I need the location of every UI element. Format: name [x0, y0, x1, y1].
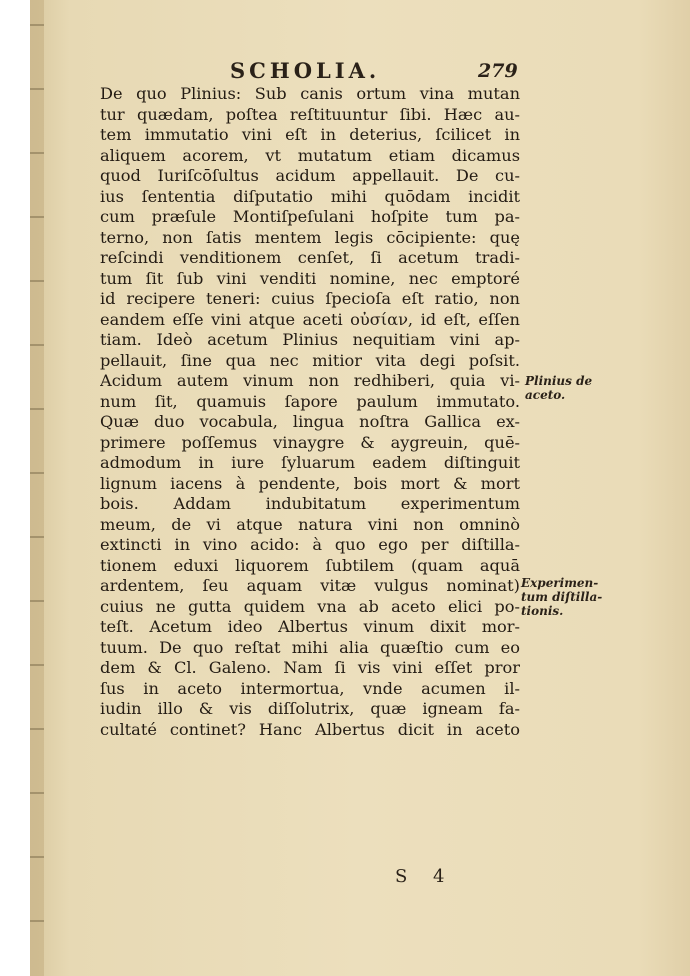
text-line: Quæ duo vocabula, lingua noſtra Gallica ex-	[100, 412, 520, 431]
marginal-note-line: tum diſtilla-	[521, 590, 603, 604]
text-line: bois. Addam indubitatum experimentum	[100, 494, 520, 513]
text-line: tum ſit ſub vini venditi nomine, nec emptoré	[100, 268, 520, 288]
running-head	[30, 58, 690, 84]
marginal-note-pliny	[525, 374, 592, 402]
text-line: meum, de vi atque natura vini non omninò	[100, 514, 520, 534]
text-line: tur quædam, poſtea reſtituuntur ſibi. Hæc au-	[100, 104, 520, 124]
page-gutter-edge	[30, 0, 44, 976]
marginal-note-experiment	[521, 576, 602, 618]
body-text	[100, 84, 520, 740]
text-line: dem & Cl. Galeno. Nam ſi vis vini eſſet pror	[100, 658, 520, 677]
text-line: iudin illo & vis diſſolutrix, quæ igneam fa-	[100, 699, 520, 718]
text-line: reſcindi venditionem cenſet, ſi acetum tradi-	[100, 248, 520, 267]
text-line: teſt. Acetum ideo Albertus vinum dixit mor-	[100, 617, 520, 636]
marginal-note-line: Experimen-	[521, 576, 599, 590]
text-line: cuius ne gutta quidem vna ab aceto elici po-	[100, 596, 520, 616]
marginal-note-line: aceto.	[525, 388, 566, 402]
book-page	[30, 0, 690, 976]
text-line: tem immutatio vini eſt in deterius, ſcilicet in	[100, 125, 520, 144]
text-line: quod Iuriſcōſultus acidum appellauit. De cu-	[100, 166, 520, 185]
text-line: Acidum autem vinum non redhiberi, quia vi-	[100, 371, 520, 390]
text-line: lignum iacens à pendente, bois mort & mort	[100, 473, 520, 493]
text-line: cultaté continet? Hanc Albertus dicit in aceto	[100, 719, 520, 739]
text-line: terno, non ſatis mentem legis cōcipiente: quę	[100, 227, 520, 247]
running-title: SCHOLIA.	[230, 58, 381, 83]
signature-mark: S 4	[395, 866, 455, 887]
marginal-note-line: Plinius de	[525, 374, 593, 388]
text-line: aliquem acorem, vt mutatum etiam dicamus	[100, 145, 520, 165]
text-line: tionem eduxi liquorem ſubtilem (quam aquā	[100, 555, 520, 575]
marginal-note-line: tionis.	[521, 604, 564, 618]
text-line: num ſit, quamuis ſapore paulum immutato.	[100, 391, 520, 411]
page-number: 279	[478, 60, 518, 82]
text-line: tuum. De quo reſtat mihi alia quæſtio cum eo	[100, 637, 520, 657]
text-line: extincti in vino acido: à quo ego per diſtilla-	[100, 535, 520, 554]
text-line: tiam. Ideò acetum Plinius nequitiam vini ap-	[100, 330, 520, 349]
text-line: admodum in iure ſyluarum eadem diſtinguit	[100, 453, 520, 472]
text-line: primere poſſemus vinaygre & aygreuin, quē-	[100, 432, 520, 452]
text-line: ſus in aceto intermortua, vnde acumen il-	[100, 678, 520, 698]
text-line: id recipere teneri: cuius ſpecioſa eſt ratio, non	[100, 289, 520, 308]
text-line: ius ſententia diſputatio mihi quōdam incidit	[100, 186, 520, 206]
text-line: eandem eſſe vini atque aceti οὐσίαν, id eſt, eſſen	[100, 309, 520, 329]
text-line: cum præſule Montiſpeſulani hoſpite tum pa-	[100, 207, 520, 226]
text-line: pellauit, ſine qua nec mitior vita degi poſsit.	[100, 350, 520, 370]
text-line: ardentem, ſeu aquam vitæ vulgus nominat)	[100, 576, 520, 595]
text-line: De quo Plinius: Sub canis ortum vina mutan	[100, 84, 520, 103]
